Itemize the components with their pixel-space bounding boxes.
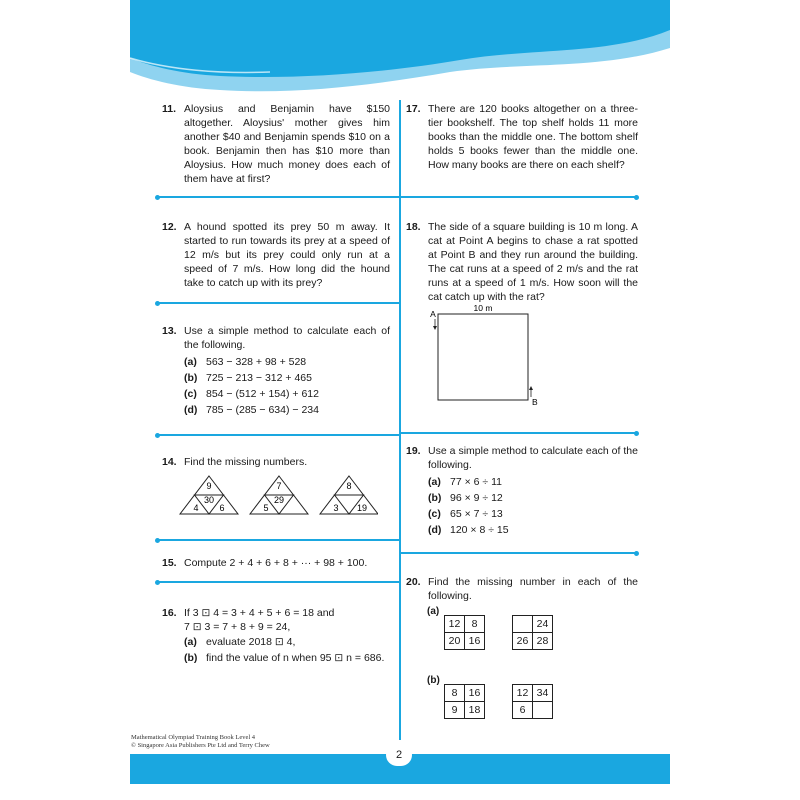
header-wave-decoration xyxy=(0,0,800,110)
part-a-label: (a) xyxy=(427,606,440,617)
separator-q15 xyxy=(157,581,399,583)
triangle-2 xyxy=(250,476,308,514)
separator-q18 xyxy=(401,432,637,434)
sub-question: (b) 96 × 9 ÷ 12 xyxy=(428,492,503,504)
question-number: 17. xyxy=(406,103,421,115)
question-number: 14. xyxy=(162,456,177,468)
triangle-left-number: 5 xyxy=(263,503,269,513)
question-number: 12. xyxy=(162,221,177,233)
number-grid-a1: 12 8 20 16 xyxy=(444,615,485,650)
question-16 xyxy=(162,606,394,666)
separator-q19 xyxy=(401,552,637,554)
sub-question: (b) 725 − 213 − 312 + 465 xyxy=(184,372,312,384)
question-text: Compute 2 + 4 + 6 + 8 + ··· + 98 + 100. xyxy=(184,557,368,569)
sub-question: (a) 563 − 328 + 98 + 528 xyxy=(184,356,307,368)
side-length-label: 10 m xyxy=(473,303,493,313)
question-text: Find the missing number in each of the following. xyxy=(428,576,638,602)
sub-question: (c) 65 × 7 ÷ 13 xyxy=(428,508,503,520)
triangle-top-number: 8 xyxy=(346,481,352,491)
question-15 xyxy=(162,556,394,570)
triangle-center-number: 30 xyxy=(203,495,215,505)
triangle-1 xyxy=(180,476,238,514)
question-number: 11. xyxy=(162,103,177,115)
footer-credits xyxy=(131,734,270,750)
question-text: Aloysius and Benjamin have $150 altogether. Aloysius' mother gives him another $40 and Benjamin spends $10 on a book. Benjamin then has $10 more than Aloysius. How much money does each of them have at first? xyxy=(184,103,390,185)
number-grid-b2: 12 34 6 xyxy=(512,684,553,719)
question-12 xyxy=(162,220,390,290)
question-19 xyxy=(406,444,638,538)
sub-question: (d) 120 × 8 ÷ 15 xyxy=(428,524,509,536)
number-triangles-diagram xyxy=(178,474,378,518)
question-text: The side of a square building is 10 m long. A cat at Point A begins to chase a rat spotted at Point B and they run around the building. The cat runs at a speed of 2 m/s and the rat runs at a speed of 1 m/s. How soon will the cat catch up with the rat? xyxy=(428,221,638,303)
sub-question: (a) evaluate 2018 ⊡ 4, xyxy=(184,636,296,648)
footer-book-title: Mathematical Olympiad Training Book Level 4 xyxy=(131,734,256,741)
separator-q14 xyxy=(157,539,399,541)
separator-q13 xyxy=(157,434,399,436)
question-text: A hound spotted its prey 50 m away. It started to run towards its prey at a speed of 12 m/s but its prey could only run at a speed of 7 m/s. How long did the hound take to catch up with its prey? xyxy=(184,221,390,289)
separator-q17 xyxy=(401,196,637,198)
sub-question: (d) 785 − (285 − 634) − 234 xyxy=(184,404,319,416)
triangle-left-number: 4 xyxy=(193,503,199,513)
point-b-label: B xyxy=(532,397,538,406)
separator-q12 xyxy=(157,302,399,304)
question-text: Find the missing numbers. xyxy=(184,456,308,468)
question-number: 16. xyxy=(162,607,177,619)
triangle-right-number: 6 xyxy=(219,503,225,513)
number-grid-b1: 8 16 9 18 xyxy=(444,684,485,719)
triangle-left-number: 3 xyxy=(333,503,339,513)
question-number: 19. xyxy=(406,445,421,457)
question-number: 13. xyxy=(162,325,177,337)
question-number: 18. xyxy=(406,221,421,233)
question-17 xyxy=(406,102,638,172)
triangle-right-number: 19 xyxy=(356,503,368,513)
question-text: Use a simple method to calculate each of the following. xyxy=(184,325,390,351)
triangle-top-number: 7 xyxy=(276,481,282,491)
question-text: Use a simple method to calculate each of the following. xyxy=(428,445,638,471)
separator-q11 xyxy=(157,196,399,198)
question-text-line1: If 3 ⊡ 4 = 3 + 4 + 5 + 6 = 18 and xyxy=(184,607,335,619)
triangle-top-number: 9 xyxy=(206,481,212,491)
sub-question: (b) find the value of n when 95 ⊡ n = 686. xyxy=(184,652,385,664)
question-text: There are 120 books altogether on a three-tier bookshelf. The top shelf holds 11 more books than the middle one. The bottom shelf holds 5 books fewer than the middle one. How many books are there on each shelf? xyxy=(428,103,638,171)
question-20 xyxy=(406,575,638,603)
question-text-line2: 7 ⊡ 3 = 7 + 8 + 9 = 24, xyxy=(184,621,291,633)
page-number: 2 xyxy=(386,744,412,766)
point-a-label: A xyxy=(430,309,436,319)
triangle-3 xyxy=(320,476,378,514)
question-number: 20. xyxy=(406,576,421,588)
question-11 xyxy=(162,102,390,186)
square-building xyxy=(438,314,528,400)
sub-question: (a) 77 × 6 ÷ 11 xyxy=(428,476,502,488)
footer-copyright: © Singapore Asia Publishers Pte Ltd and Terry Chew xyxy=(131,742,270,749)
sub-question: (c) 854 − (512 + 154) + 612 xyxy=(184,388,319,400)
question-13 xyxy=(162,324,390,418)
number-grid-a2: 24 26 28 xyxy=(512,615,553,650)
question-number: 15. xyxy=(162,557,177,569)
question-14 xyxy=(162,455,390,469)
question-18 xyxy=(406,220,638,304)
square-building-diagram xyxy=(428,302,548,406)
triangle-center-number: 29 xyxy=(273,495,285,505)
part-b-label: (b) xyxy=(427,675,440,686)
